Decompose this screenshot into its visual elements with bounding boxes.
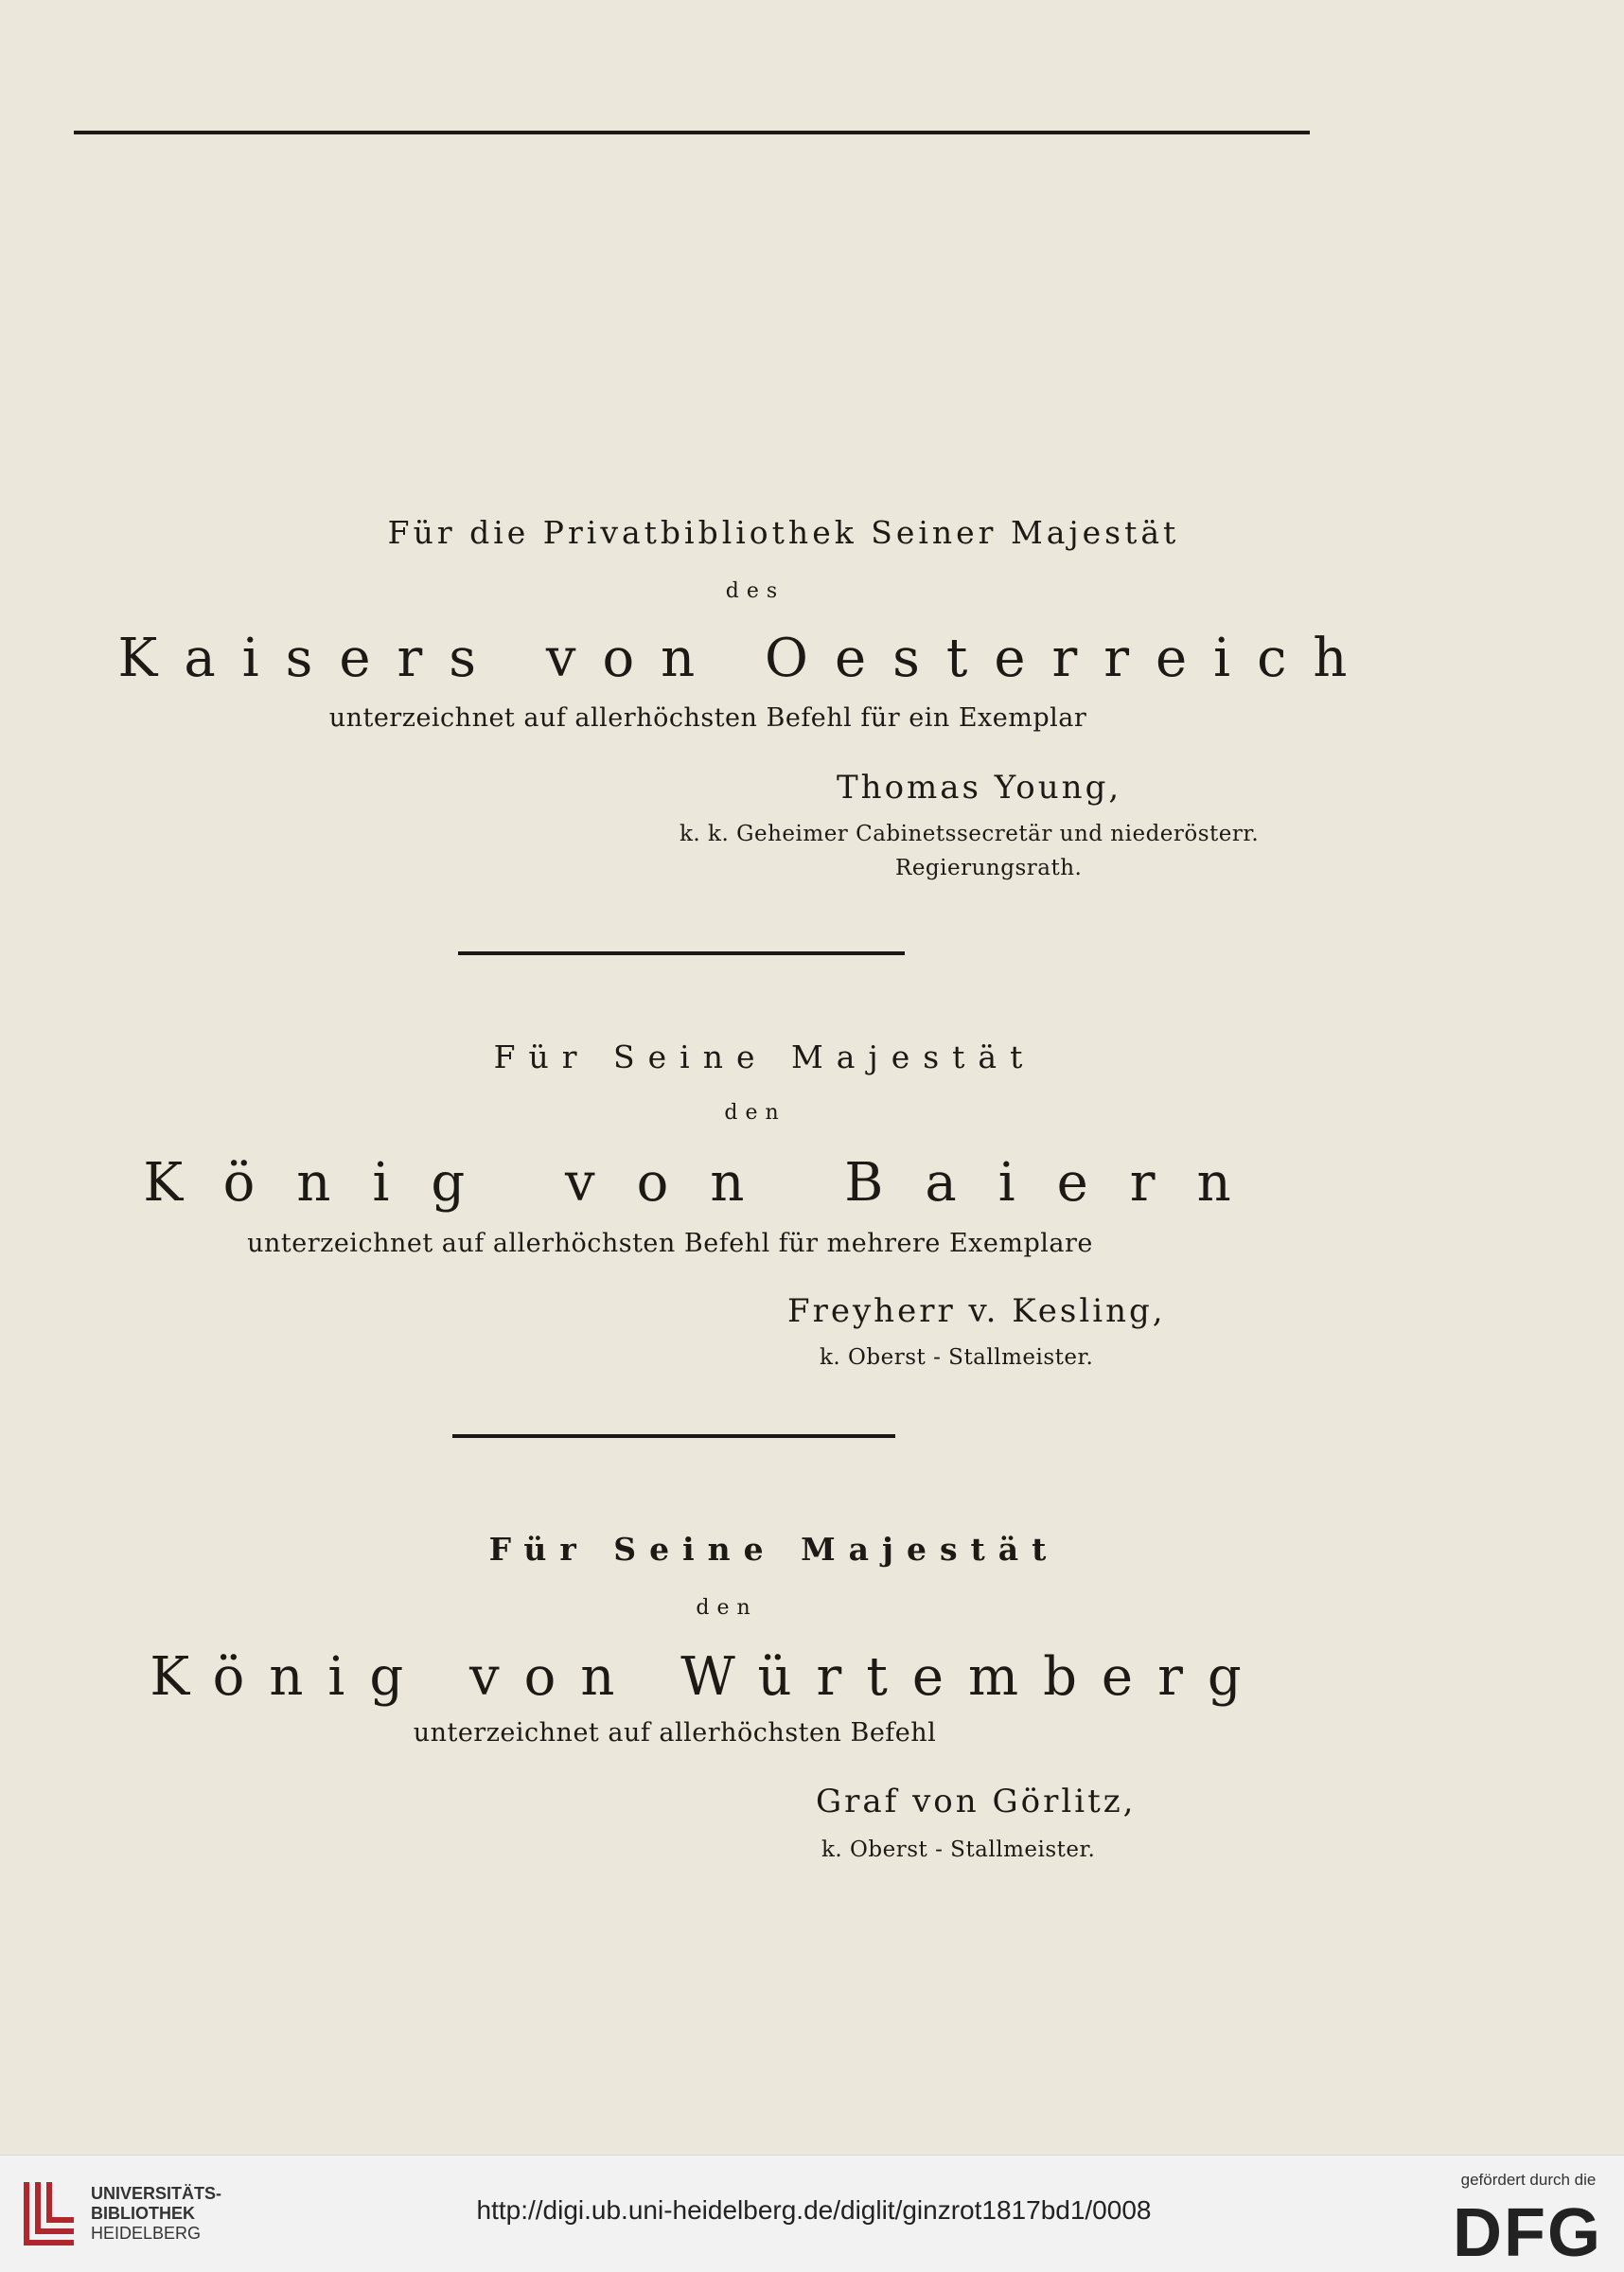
funder-caption: gefördert durch die: [1460, 2171, 1597, 2189]
permalink-url[interactable]: http://digi.ub.uni-heidelberg.de/diglit/ginzrot1817bd1/0008: [476, 2195, 1152, 2225]
library-name: [91, 2184, 221, 2244]
section2-signature-title: k. Oberst - Stallmeister.: [820, 1345, 1094, 1370]
dfg-logo-icon: [1446, 2193, 1609, 2263]
section2-signature: Freyherr v. Kesling,: [787, 1292, 1166, 1330]
section3-heading: Für Seine Majestät: [488, 1531, 1060, 1568]
section1-title: Kaisers von Oesterreich: [117, 628, 1374, 689]
section2-heading: Für Seine Majestät: [493, 1038, 1036, 1075]
footer-bar: [0, 2155, 1624, 2272]
library-logo-icon: [17, 2174, 83, 2250]
section1-signature: Thomas Young,: [837, 769, 1122, 807]
section2-body: unterzeichnet auf allerhöchsten Befehl für mehrere Exemplare: [247, 1229, 1093, 1258]
divider-rule-2: [452, 1434, 895, 1438]
library-name-line1: UNIVERSITÄTS-: [91, 2184, 222, 2203]
section2-article: den: [724, 1101, 786, 1125]
top-rule: [74, 131, 1310, 134]
section3-signature-title: k. Oberst - Stallmeister.: [821, 1837, 1096, 1862]
section3-signature: Graf von Görlitz,: [816, 1783, 1137, 1820]
dfg-logo-text: DFG: [1453, 2195, 1602, 2263]
section2-title: König von Baiern: [143, 1152, 1273, 1214]
section3-title: König von Würtemberg: [150, 1646, 1266, 1708]
divider-rule-1: [458, 951, 905, 955]
section1-body: unterzeichnet auf allerhöchsten Befehl für ein Exemplar: [328, 703, 1087, 733]
section1-signature-title-cont: Regierungsrath.: [895, 856, 1083, 880]
section1-signature-title: k. k. Geheimer Cabinetssecretär und niederösterr.: [680, 822, 1260, 846]
section3-body: unterzeichnet auf allerhöchsten Befehl: [413, 1718, 937, 1748]
section1-article: des: [725, 579, 786, 603]
section1-heading: Für die Privatbibliothek Seiner Majestät: [387, 514, 1180, 551]
library-name-line2: BIBLIOTHEK: [91, 2204, 195, 2223]
library-name-line3: HEIDELBERG: [91, 2224, 202, 2243]
section3-article: den: [696, 1596, 758, 1620]
